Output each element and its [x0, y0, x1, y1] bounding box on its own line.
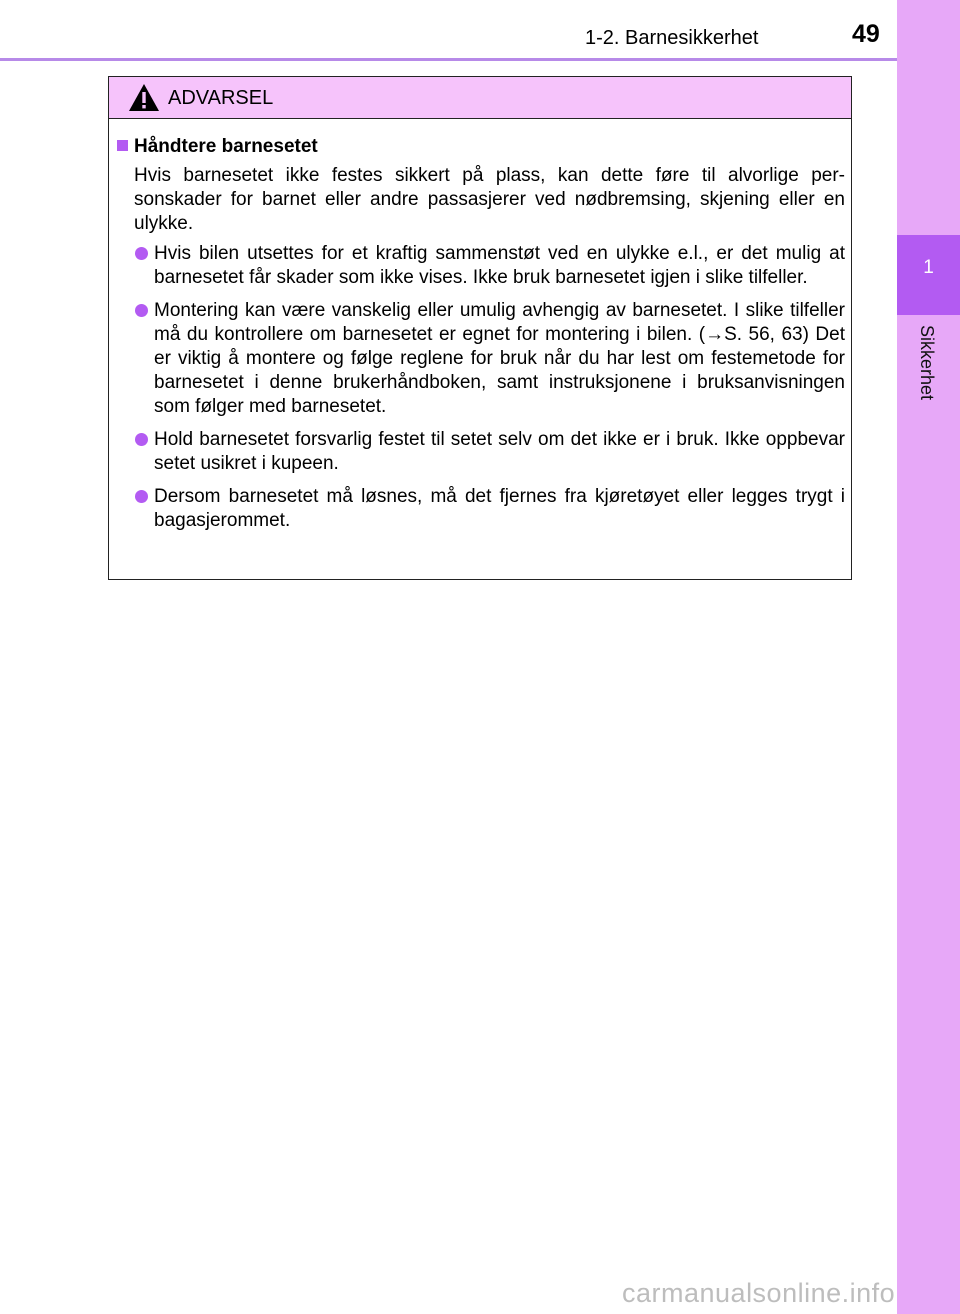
list-item — [117, 242, 845, 290]
list-item-text: Dersom barnesetet må løsnes, må det fjernes fra kjøretøyet eller legges trygt i bagasjerommet. — [154, 486, 845, 531]
bullet-dot-icon — [135, 433, 148, 446]
bullet-list — [117, 242, 845, 533]
chapter-number: 1 — [923, 257, 934, 278]
watermark: carmanualsonline.info — [622, 1278, 896, 1308]
warning-header — [109, 77, 851, 119]
square-bullet-icon — [117, 140, 128, 151]
list-item-text: Hold barnesetet forsvarlig festet til setet selv om det ikke er i bruk. Ikke oppbevar setet usikret i kupeen. — [154, 429, 845, 474]
bullet-dot-icon — [135, 247, 148, 260]
warning-box — [108, 76, 852, 580]
chapter-title: Sikkerhet — [917, 325, 937, 401]
bullet-dot-icon — [135, 490, 148, 503]
warning-triangle-icon — [128, 83, 160, 112]
list-item — [117, 299, 845, 419]
header-divider — [0, 58, 897, 61]
list-item — [117, 428, 845, 476]
chapter-marker — [897, 235, 960, 315]
section-title: 1-2. Barnesikkerhet — [585, 27, 759, 49]
section-heading — [117, 135, 845, 159]
page-number: 49 — [852, 20, 880, 48]
warning-section — [117, 135, 845, 542]
list-item-text: Montering kan være vanskelig eller umulig avhengig av barnesetet. I slike tilfeller må du kontrollere om barnesetet er egnet for montering i bilen. (→S. 56, 63) Det er viktig å montere og følge reglene for bruk når du har lest om festemetode for barnesetet i denne brukerhåndboken, samt instruksjonene i bruksanvisningen som følger med barnesetet. — [154, 300, 845, 417]
bullet-dot-icon — [135, 304, 148, 317]
list-item — [117, 485, 845, 533]
chapter-side-tab — [897, 0, 960, 1314]
section-heading-text: Håndtere barnesetet — [134, 136, 318, 157]
list-item-text: Hvis bilen utsettes for et kraftig sammenstøt ved en ulykke e.l., er det mulig at barnesetet får skader som ikke vises. Ikke bruk barnesetet igjen i slike tilfeller. — [154, 243, 845, 288]
warning-label: ADVARSEL — [168, 87, 274, 109]
section-intro: Hvis barnesetet ikke festes sikkert på plass, kan dette føre til alvorlige per-sonskader for barnet eller andre passasjerer ved nødbremsing, skjening eller en ulykke. — [134, 165, 845, 234]
